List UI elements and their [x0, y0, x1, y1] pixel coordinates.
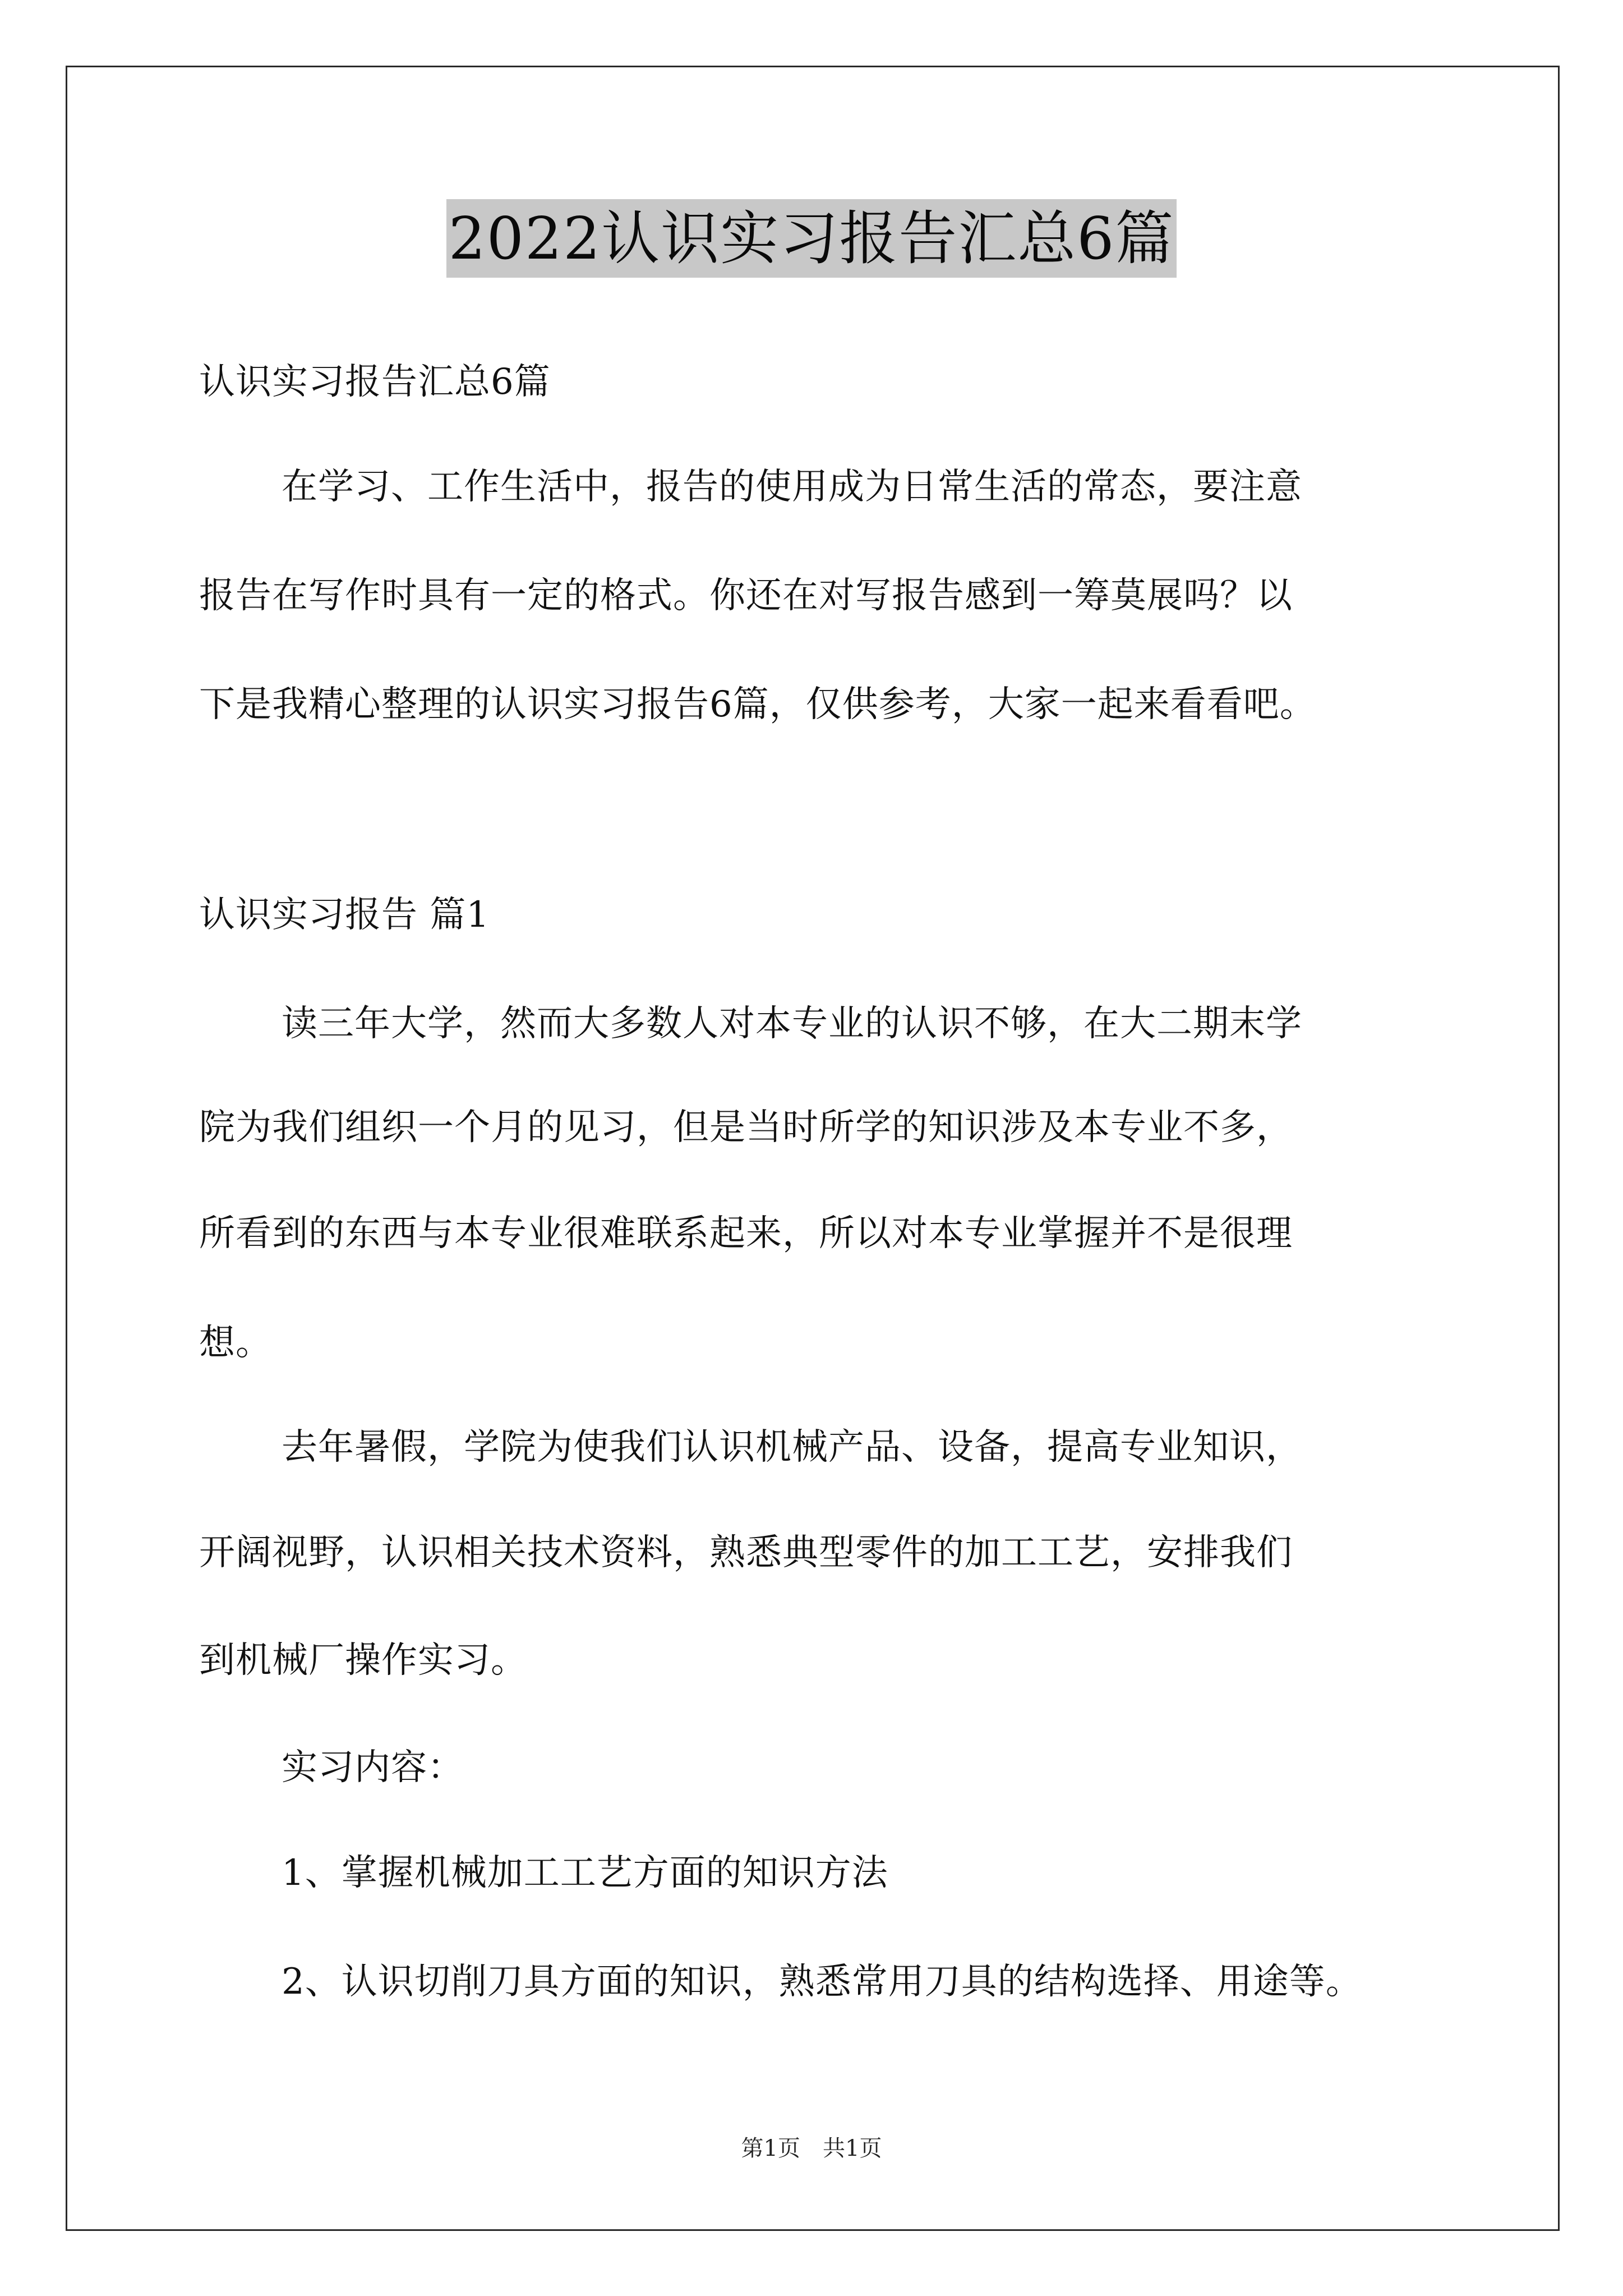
title-container: [0, 199, 1623, 278]
para1-line-2: 院为我们组织一个月的见习，但是当时所学的知识涉及本专业不多，: [199, 1107, 1293, 1148]
para1-line-1: 读三年大学，然而大多数人对本专业的认识不够，在大二期末学: [282, 1003, 1302, 1045]
document-subtitle: 认识实习报告汇总6篇: [199, 361, 551, 403]
para2-line-3: 到机械厂操作实习。: [199, 1640, 527, 1681]
intro-line-3: 下是我精心整理的认识实习报告6篇，仅供参考，大家一起来看看吧。: [199, 684, 1316, 725]
list-item-2: 2、认识切削刀具方面的知识，熟悉常用刀具的结构选择、用途等。: [282, 1961, 1362, 2003]
content-heading: 实习内容：: [282, 1747, 464, 1788]
para1-line-4: 想。: [199, 1322, 272, 1364]
section-heading: 认识实习报告 篇1: [199, 894, 490, 936]
document-title: 2022认识实习报告汇总6篇: [446, 199, 1177, 278]
para2-line-2: 开阔视野，认识相关技术资料，熟悉典型零件的加工工艺，安排我们: [199, 1532, 1293, 1573]
para2-line-1: 去年暑假，学院为使我们认识机械产品、设备，提高专业知识，: [282, 1427, 1302, 1468]
para1-line-3: 所看到的东西与本专业很难联系起来，所以对本专业掌握并不是很理: [199, 1213, 1293, 1254]
intro-line-1: 在学习、工作生活中，报告的使用成为日常生活的常态，要注意: [282, 466, 1302, 508]
page-footer: 第1页 共1页: [741, 2136, 882, 2161]
list-item-1: 1、掌握机械加工工艺方面的知识方法: [282, 1852, 888, 1894]
intro-line-2: 报告在写作时具有一定的格式。你还在对写报告感到一筹莫展吗？以: [199, 575, 1293, 616]
